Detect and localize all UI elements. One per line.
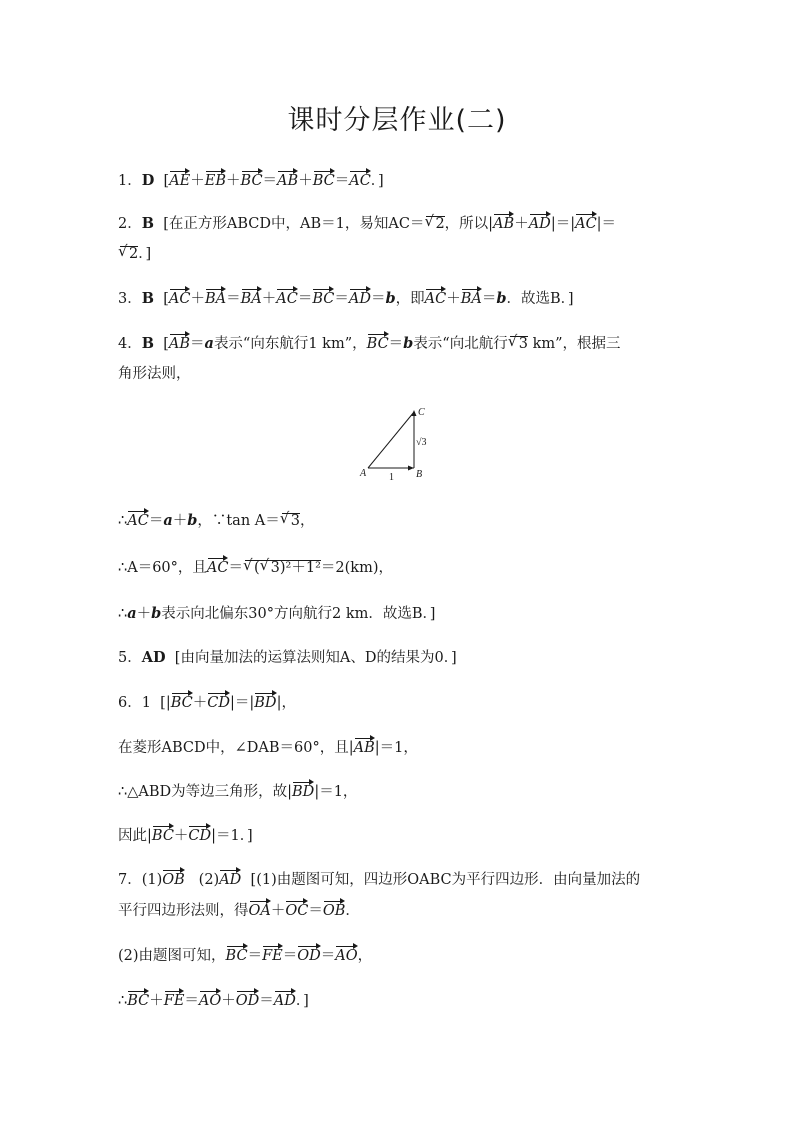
answer-3: 3．B [AC＋BA＝BA＋AC＝BC＝AD＝b，即AC＋BA＝b．故选B．] xyxy=(118,290,574,307)
triangle-diagram xyxy=(352,400,442,486)
answer-7: 7．(1)OB (2)AD [(1)由题图可知，四边形OABC为平行四边形．由向量加法的 xyxy=(118,869,678,890)
page-title: 课时分层作业(二) xyxy=(287,105,507,136)
answer-5: 5．AD [由向量加法的运算法则知A、D的结果为0．] xyxy=(118,649,457,666)
answer-4-line5: ∴a＋b表示向北偏东30°方向航行2 km．故选B．] xyxy=(118,605,436,622)
answer-6-line3: ∴△ABD为等边三角形，故|BD|＝1， xyxy=(118,781,678,802)
label-b: B xyxy=(416,469,423,480)
answer-4-line2: 角形法则， xyxy=(118,366,191,382)
label-side: 1 xyxy=(389,472,394,483)
answer-4: 4．B [AB＝a表示“向东航行1 km”，BC＝b表示“向北航行√ 3 km”，根据三 xyxy=(118,333,678,354)
answer-4-line3: ∴AC＝a＋b，∵tan A＝√ 3， xyxy=(118,510,678,531)
answer-7-line3: (2)由题图可知，BC＝FE＝OD＝AO， xyxy=(118,945,678,966)
answer-6-line4: 因此|BC＋CD|＝1．] xyxy=(118,825,678,846)
label-a: A xyxy=(360,468,367,479)
answer-1: 1．D [AE＋EB＋BC＝AB＋BC＝AC．] xyxy=(118,172,384,189)
label-root3: √3 xyxy=(416,437,427,448)
answer-4-line4: ∴A＝60°，且AC＝√ (√ 3)²＋1²＝2(km)， xyxy=(118,557,678,578)
answer-6-line2: 在菱形ABCD中，∠DAB＝60°，且|AB|＝1， xyxy=(118,737,678,758)
answer-2: 2．B [在正方形ABCD中，AB＝1，易知AC＝√ 2，所以|AB＋AD|＝|AC|＝ xyxy=(118,213,678,234)
answer-7-line4: ∴BC＋FE＝AO＋OD＝AD．] xyxy=(118,990,678,1011)
answer-6: 6．1 [|BC＋CD|＝|BD|， xyxy=(118,692,678,713)
answer-7-line2: 平行四边形法则，得OA＋OC＝OB． xyxy=(118,900,678,921)
label-c: C xyxy=(418,407,425,418)
answer-2-cont: √ 2．] xyxy=(118,244,678,264)
